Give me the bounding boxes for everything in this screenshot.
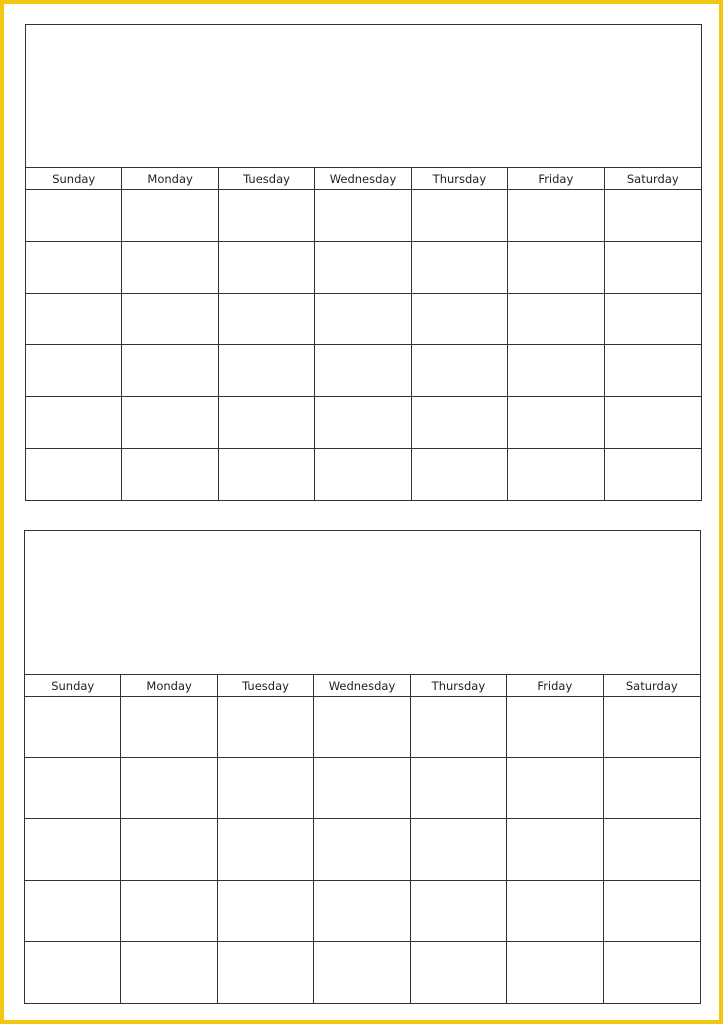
weekday-tuesday: Tuesday <box>218 675 314 696</box>
weekday-monday: Monday <box>121 675 217 696</box>
day-cell <box>218 697 314 757</box>
day-cell <box>412 449 508 501</box>
day-cell <box>121 819 217 879</box>
week-row <box>25 758 700 819</box>
day-cell <box>604 881 700 941</box>
day-cell <box>218 942 314 1003</box>
day-cell <box>412 190 508 241</box>
day-cell <box>122 242 218 293</box>
day-cell <box>121 697 217 757</box>
day-cell <box>219 294 315 345</box>
day-cell <box>605 190 701 241</box>
day-cell <box>122 294 218 345</box>
weekday-saturday: Saturday <box>625 679 678 693</box>
calendar-title-area <box>25 531 700 675</box>
weekday-saturday: Saturday <box>626 172 679 186</box>
day-cell <box>121 758 217 818</box>
day-cell <box>411 819 507 879</box>
day-cell <box>218 819 314 879</box>
week-grid <box>26 190 701 501</box>
day-cell <box>507 881 603 941</box>
day-cell <box>411 758 507 818</box>
day-cell <box>604 758 700 818</box>
day-cell <box>26 190 122 241</box>
weekday-friday: Friday <box>508 168 604 189</box>
day-cell <box>604 942 700 1003</box>
day-cell <box>25 942 121 1003</box>
weekday-friday: Friday <box>507 675 603 696</box>
day-cell <box>508 190 604 241</box>
weekday-wednesday: Wednesday <box>315 168 411 189</box>
day-cell <box>26 397 122 448</box>
day-cell <box>315 294 411 345</box>
day-cell <box>25 697 121 757</box>
day-cell <box>507 758 603 818</box>
day-cell <box>411 881 507 941</box>
week-row <box>25 942 700 1003</box>
weekday-header-row <box>25 675 700 697</box>
day-cell <box>411 697 507 757</box>
week-row <box>26 345 701 397</box>
day-cell <box>507 942 603 1003</box>
day-cell <box>508 242 604 293</box>
day-cell <box>604 697 700 757</box>
day-cell <box>314 942 410 1003</box>
day-cell <box>605 345 701 396</box>
day-cell <box>314 697 410 757</box>
day-cell <box>507 819 603 879</box>
day-cell <box>26 242 122 293</box>
week-row <box>26 449 701 501</box>
weekday-tuesday: Tuesday <box>219 168 315 189</box>
day-cell <box>508 345 604 396</box>
day-cell <box>26 294 122 345</box>
week-row <box>25 881 700 942</box>
day-cell <box>314 758 410 818</box>
day-cell <box>315 190 411 241</box>
day-cell <box>122 345 218 396</box>
weekday-wednesday: Wednesday <box>314 675 410 696</box>
day-cell <box>219 242 315 293</box>
day-cell <box>26 449 122 501</box>
day-cell <box>219 345 315 396</box>
day-cell <box>411 942 507 1003</box>
week-row <box>25 819 700 880</box>
day-cell <box>122 449 218 501</box>
day-cell <box>219 449 315 501</box>
week-row <box>25 697 700 758</box>
day-cell <box>412 294 508 345</box>
day-cell <box>605 242 701 293</box>
day-cell <box>412 345 508 396</box>
day-cell <box>508 449 604 501</box>
calendar-bottom <box>24 530 701 1004</box>
weekday-thursday: Thursday <box>412 168 508 189</box>
day-cell <box>605 294 701 345</box>
day-cell <box>25 758 121 818</box>
day-cell <box>121 881 217 941</box>
day-cell <box>507 697 603 757</box>
day-cell <box>219 397 315 448</box>
day-cell <box>219 190 315 241</box>
calendar-top <box>25 24 702 501</box>
week-row <box>26 242 701 294</box>
weekday-sunday: Sunday <box>25 675 121 696</box>
day-cell <box>122 397 218 448</box>
day-cell <box>412 242 508 293</box>
weekday-thursday: Thursday <box>411 675 507 696</box>
day-cell <box>315 242 411 293</box>
day-cell <box>218 758 314 818</box>
day-cell <box>314 881 410 941</box>
day-cell <box>25 881 121 941</box>
day-cell <box>314 819 410 879</box>
week-row <box>26 294 701 346</box>
day-cell <box>315 345 411 396</box>
day-cell <box>121 942 217 1003</box>
week-row <box>26 190 701 242</box>
weekday-sunday: Sunday <box>26 168 122 189</box>
weekday-monday: Monday <box>122 168 218 189</box>
day-cell <box>25 819 121 879</box>
day-cell <box>605 449 701 501</box>
day-cell <box>508 397 604 448</box>
day-cell <box>604 819 700 879</box>
day-cell <box>26 345 122 396</box>
day-cell <box>218 881 314 941</box>
day-cell <box>122 190 218 241</box>
week-row <box>26 397 701 449</box>
week-grid <box>25 697 700 1003</box>
day-cell <box>315 397 411 448</box>
day-cell <box>412 397 508 448</box>
day-cell <box>605 397 701 448</box>
calendar-title-area <box>26 25 701 168</box>
day-cell <box>508 294 604 345</box>
day-cell <box>315 449 411 501</box>
weekday-header-row <box>26 168 701 190</box>
